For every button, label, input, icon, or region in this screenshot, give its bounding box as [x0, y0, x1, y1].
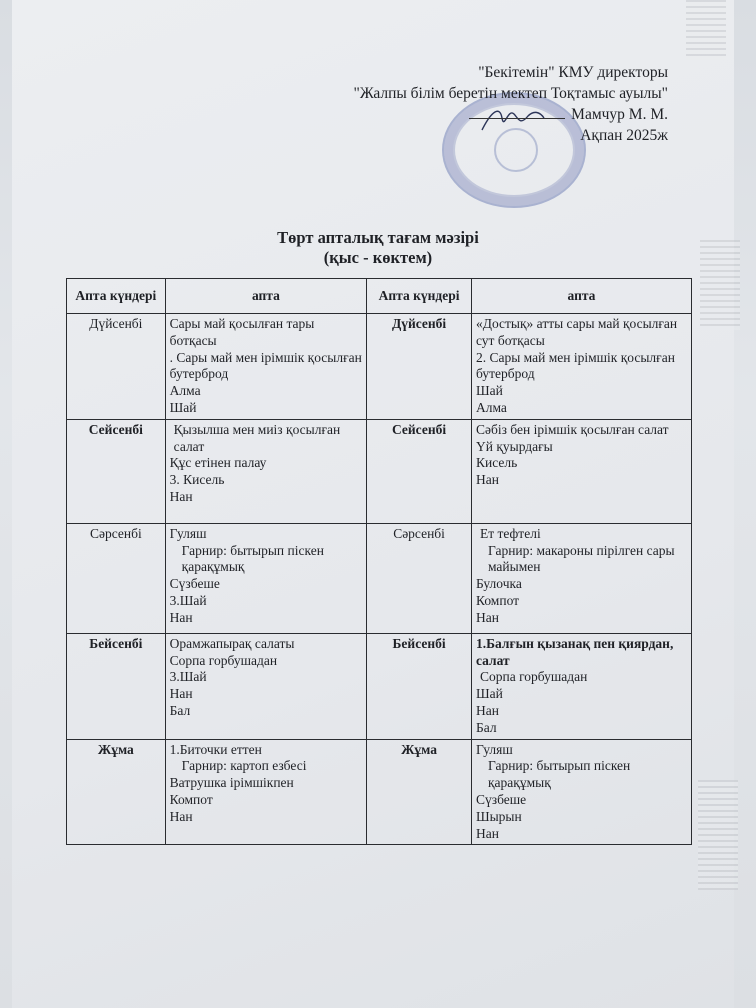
- table-row: [67, 523, 692, 633]
- dish: Компот: [475, 592, 520, 608]
- dish: Нан: [475, 609, 499, 625]
- menu-cell: [165, 739, 366, 845]
- dish: Сүзбеше: [169, 576, 220, 592]
- dish: 2. Сары май мен ірімшік қосылған бутерброд: [475, 349, 675, 382]
- dish: Гарнир: бытырып піскен қарақұмық: [487, 758, 631, 791]
- approval-line-approve: "Бекітемін" КМУ директоры: [478, 64, 668, 81]
- day-cell: Дүйсенбі: [367, 314, 472, 420]
- dish: Гарнир: картоп езбесі: [181, 758, 307, 774]
- dish: Нан: [169, 686, 193, 702]
- approval-line-director: Мамчур М. М.: [354, 104, 669, 125]
- torn-edge-top: [686, 0, 726, 60]
- dish: Компот: [169, 791, 213, 807]
- menu-title: [0, 228, 756, 268]
- dish: Бал: [169, 702, 191, 718]
- dish: Құс етінен палау: [169, 455, 267, 471]
- dish: Нан: [169, 808, 193, 824]
- menu-cell: [471, 523, 691, 633]
- dish: Гарнир: макароны пірілген сары майымен: [487, 542, 675, 575]
- dish: Үй қуырдағы: [475, 438, 553, 454]
- menu-cell: [165, 314, 366, 420]
- menu-cell: [165, 633, 366, 739]
- menu-title-season: (қыс - көктем): [323, 248, 433, 267]
- dish: 3.Шай: [169, 592, 207, 608]
- day-cell: Бейсенбі: [67, 633, 166, 739]
- dish: Шай: [475, 383, 503, 399]
- dish: Сары май қосылған тары ботқасы: [169, 316, 315, 348]
- dish: Сорпа горбушадан: [169, 652, 278, 668]
- dish: Алма: [169, 383, 201, 399]
- approval-line-school: "Жалпы білім беретін мектеп Тоқтамыс ауылы": [353, 85, 668, 102]
- menu-cell: [165, 523, 366, 633]
- table-row: [67, 314, 692, 420]
- dish: «Достық» атты сары май қосылған сут ботқасы: [475, 316, 678, 348]
- dish: Кисель: [475, 455, 518, 471]
- header-week-right: апта: [471, 279, 691, 314]
- approval-line-date: Ақпан 2025ж: [580, 127, 668, 144]
- dish: Орамжапырақ салаты: [169, 635, 295, 651]
- dish: Ватрушка ірімшікпен: [169, 775, 294, 791]
- header-week-left: апта: [165, 279, 366, 314]
- day-cell: Жұма: [67, 739, 166, 845]
- dish: Нан: [169, 609, 193, 625]
- dish: Сәбіз бен ірімшік қосылған салат: [475, 421, 669, 437]
- menu-cell: [165, 419, 366, 523]
- dish: Ет тефтелі: [479, 525, 541, 541]
- dish: 1.Балғын қызанақ пен қиярдан, салат: [475, 635, 674, 668]
- dish: Шай: [169, 399, 197, 415]
- dish: 3.Шай: [169, 669, 207, 685]
- menu-cell: [471, 419, 691, 523]
- dish: Нан: [475, 825, 499, 841]
- dish: Нан: [169, 488, 193, 504]
- dish: Шай: [475, 686, 503, 702]
- header-days-right: Апта күндері: [367, 279, 472, 314]
- day-cell: Сәрсенбі: [367, 523, 472, 633]
- day-cell: Сейсенбі: [367, 419, 472, 523]
- table-row: [67, 633, 692, 739]
- day-cell: Жұма: [367, 739, 472, 845]
- day-cell: Дүйсенбі: [67, 314, 166, 420]
- dish: Нан: [475, 702, 499, 718]
- menu-cell: [471, 739, 691, 845]
- menu-table: [66, 278, 692, 845]
- torn-edge-bottom: [698, 780, 738, 890]
- dish: 1.Биточки еттен: [169, 741, 262, 757]
- menu-title-main: Төрт апталық тағам мәзірі: [277, 228, 479, 247]
- dish: Булочка: [475, 576, 522, 592]
- dish: Гарнир: бытырып піскен қарақұмық: [181, 542, 324, 575]
- menu-cell: [471, 633, 691, 739]
- day-cell: Сәрсенбі: [67, 523, 166, 633]
- table-row: [67, 739, 692, 845]
- dish: Сорпа горбушадан: [479, 669, 588, 685]
- approval-block: [354, 62, 669, 146]
- dish: Қызылша мен миіз қосылған салат: [173, 421, 341, 454]
- dish: Гуляш: [475, 741, 513, 757]
- dish: Нан: [475, 472, 499, 488]
- dish: 3. Кисель: [169, 472, 225, 488]
- table-row: [67, 419, 692, 523]
- dish: Шырын: [475, 808, 522, 824]
- day-cell: Бейсенбі: [367, 633, 472, 739]
- dish: Сүзбеше: [475, 791, 527, 807]
- dish: Бал: [475, 719, 497, 735]
- table-header-row: [67, 279, 692, 314]
- header-days-left: Апта күндері: [67, 279, 166, 314]
- dish: Гуляш: [169, 525, 207, 541]
- menu-cell: [471, 314, 691, 420]
- dish: Алма: [475, 399, 507, 415]
- dish: . Сары май мен ірімшік қосылған бутерброд: [169, 349, 362, 382]
- day-cell: Сейсенбі: [67, 419, 166, 523]
